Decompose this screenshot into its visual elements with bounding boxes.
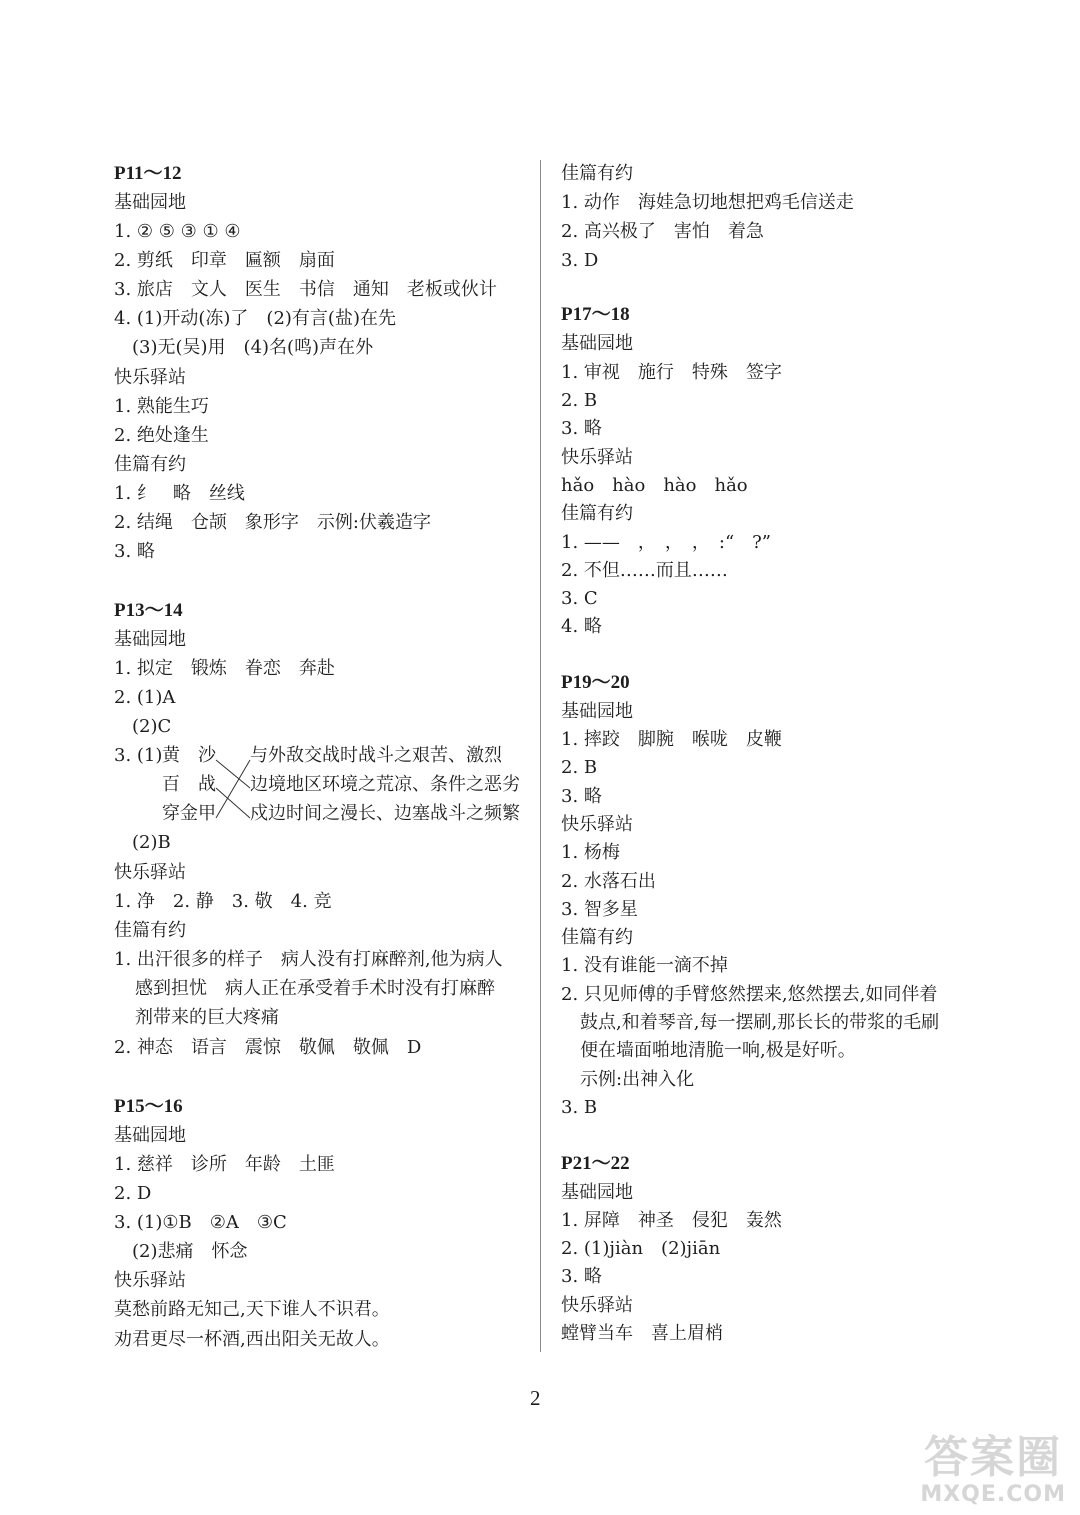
subheading: 佳篇有约 <box>114 920 186 941</box>
match-line <box>216 788 250 818</box>
section-heading-p11-12: P11～12 <box>114 163 182 184</box>
answer-line: 2. 绝处逢生 <box>114 425 209 446</box>
answer-line: 4. 略 <box>561 616 602 637</box>
subheading: 快乐驿站 <box>114 862 186 883</box>
poem-line: 劝君更尽一杯酒,西出阳关无故人。 <box>114 1329 390 1350</box>
answer-line: 1. 拟定 锻炼 眷恋 奔赴 <box>114 658 335 679</box>
subheading: 基础园地 <box>561 701 633 722</box>
subheading: 基础园地 <box>114 1125 186 1146</box>
watermark <box>920 1434 1066 1507</box>
answer-line: 2. 剪纸 印章 匾额 扇面 <box>114 250 335 271</box>
answer-line: 1. 屏障 神圣 侵犯 轰然 <box>561 1210 782 1231</box>
answer-line: 2. 高兴极了 害怕 着急 <box>561 221 764 242</box>
answer-line: 3. B <box>561 1097 598 1118</box>
matching-right-item: 与外敌交战时战斗之艰苦、激烈 <box>250 745 502 766</box>
section-heading-p21-22: P21～22 <box>561 1153 630 1174</box>
matching-left-item: 穿金甲 <box>162 803 216 824</box>
watermark-url: MXQE.COM <box>920 1482 1066 1507</box>
answer-line: 2. (1)jiàn (2)jiān <box>561 1238 721 1259</box>
answer-line: 1. 净 2. 静 3. 敬 4. 竞 <box>114 891 332 912</box>
answer-line: 3. (1)①B ②A ③C <box>114 1212 287 1233</box>
section-heading-p13-14: P13～14 <box>114 600 183 621</box>
answer-line: 感到担忧 病人正在承受着手术时没有打麻醉 <box>135 978 495 999</box>
answer-line: 3. 略 <box>561 1266 602 1287</box>
subheading: 佳篇有约 <box>561 503 633 524</box>
answer-line: 2. 神态 语言 震惊 敬佩 敬佩 D <box>114 1037 422 1058</box>
pinyin-line: hǎo hào hào hǎo <box>561 475 748 496</box>
matching-lines <box>214 748 254 828</box>
subheading: 基础园地 <box>561 1182 633 1203</box>
answer-line: 4. (1)开动(冻)了 (2)有言(盐)在先 <box>114 308 396 329</box>
matching-right-item: 戍边时间之漫长、边塞战斗之频繁 <box>250 803 520 824</box>
answer-line: (2)悲痛 怀念 <box>132 1241 248 1262</box>
subheading: 基础园地 <box>561 333 633 354</box>
subheading: 基础园地 <box>114 192 186 213</box>
answer-line: 1. 没有谁能一滴不掉 <box>561 955 728 976</box>
answer-line: 3. 智多星 <box>561 899 638 920</box>
subheading: 佳篇有约 <box>561 163 633 184</box>
subheading: 佳篇有约 <box>114 454 186 475</box>
matching-left-item: 百 战 <box>162 774 216 795</box>
answer-line: 2. D <box>114 1183 152 1204</box>
answer-line: 2. B <box>561 390 598 411</box>
answer-line: 1. 摔跤 脚腕 喉咙 皮鞭 <box>561 729 782 750</box>
answer-line: 1. 熟能生巧 <box>114 396 209 417</box>
matching-right-item: 边境地区环境之荒凉、条件之恶劣 <box>250 774 520 795</box>
matching-left-item: 黄 沙 <box>162 745 216 766</box>
answer-line: 1. 慈祥 诊所 年龄 土匪 <box>114 1154 335 1175</box>
answer-line: 2. 只见师傅的手臂悠然摆来,悠然摆去,如同伴着 <box>561 984 938 1005</box>
answer-line: 示例:出神入化 <box>580 1069 695 1090</box>
answer-line: 3. 略 <box>561 786 602 807</box>
answer-line: 3. C <box>561 588 598 609</box>
subheading: 快乐驿站 <box>114 367 186 388</box>
answer-line: 2. 不但……而且…… <box>561 560 728 581</box>
answer-line: 3. 略 <box>114 541 155 562</box>
answer-line: 1. 出汗很多的样子 病人没有打麻醉剂,他为病人 <box>114 949 503 970</box>
subheading: 快乐驿站 <box>561 447 633 468</box>
answer-line: 1. ② ⑤ ③ ① ④ <box>114 221 241 242</box>
subheading: 快乐驿站 <box>561 814 633 835</box>
answer-line: (3)无(吴)用 (4)名(鸣)声在外 <box>132 337 374 358</box>
answer-line: 螳臂当车 喜上眉梢 <box>561 1323 723 1344</box>
match-line <box>216 760 250 818</box>
section-heading-p15-16: P15～16 <box>114 1096 183 1117</box>
watermark-logo: 答案圈 <box>924 1432 1063 1483</box>
answer-line: 1. —— ， ， ， :“ ?” <box>561 532 772 553</box>
answer-line: 鼓点,和着琴音,每一摆刷,那长长的带浆的毛刷 <box>580 1012 940 1033</box>
page-number: 2 <box>530 1386 541 1410</box>
answer-line: 3. D <box>561 250 599 271</box>
answer-line: 1. 动作 海娃急切地想把鸡毛信送走 <box>561 192 854 213</box>
section-heading-p17-18: P17～18 <box>561 304 630 325</box>
answer-line: 2. (1)A <box>114 687 176 708</box>
match-line <box>216 760 250 788</box>
answer-line: 2. 结绳 仓颉 象形字 示例:伏羲造字 <box>114 512 431 533</box>
answer-line: (2)B <box>132 832 171 853</box>
subheading: 佳篇有约 <box>561 927 633 948</box>
answer-line: (2)C <box>132 716 172 737</box>
answer-line: 3. 略 <box>561 418 602 439</box>
answer-line: 3. 旅店 文人 医生 书信 通知 老板或伙计 <box>114 279 497 300</box>
section-heading-p19-20: P19～20 <box>561 672 630 693</box>
subheading: 快乐驿站 <box>561 1295 633 1316</box>
answer-line: 1. 审视 施行 特殊 签字 <box>561 362 782 383</box>
matching-prefix: 3. (1) <box>114 745 163 766</box>
poem-line: 莫愁前路无知己,天下谁人不识君。 <box>114 1299 390 1320</box>
column-divider <box>540 160 541 1352</box>
answer-line: 1. 杨梅 <box>561 842 620 863</box>
answer-line: 便在墙面啪地清脆一响,极是好听。 <box>580 1040 856 1061</box>
subheading: 快乐驿站 <box>114 1270 186 1291</box>
answer-line: 剂带来的巨大疼痛 <box>135 1007 279 1028</box>
answer-line: 1. 纟 略 丝线 <box>114 483 245 504</box>
answer-line: 2. B <box>561 757 598 778</box>
answer-line: 2. 水落石出 <box>561 871 656 892</box>
subheading: 基础园地 <box>114 629 186 650</box>
